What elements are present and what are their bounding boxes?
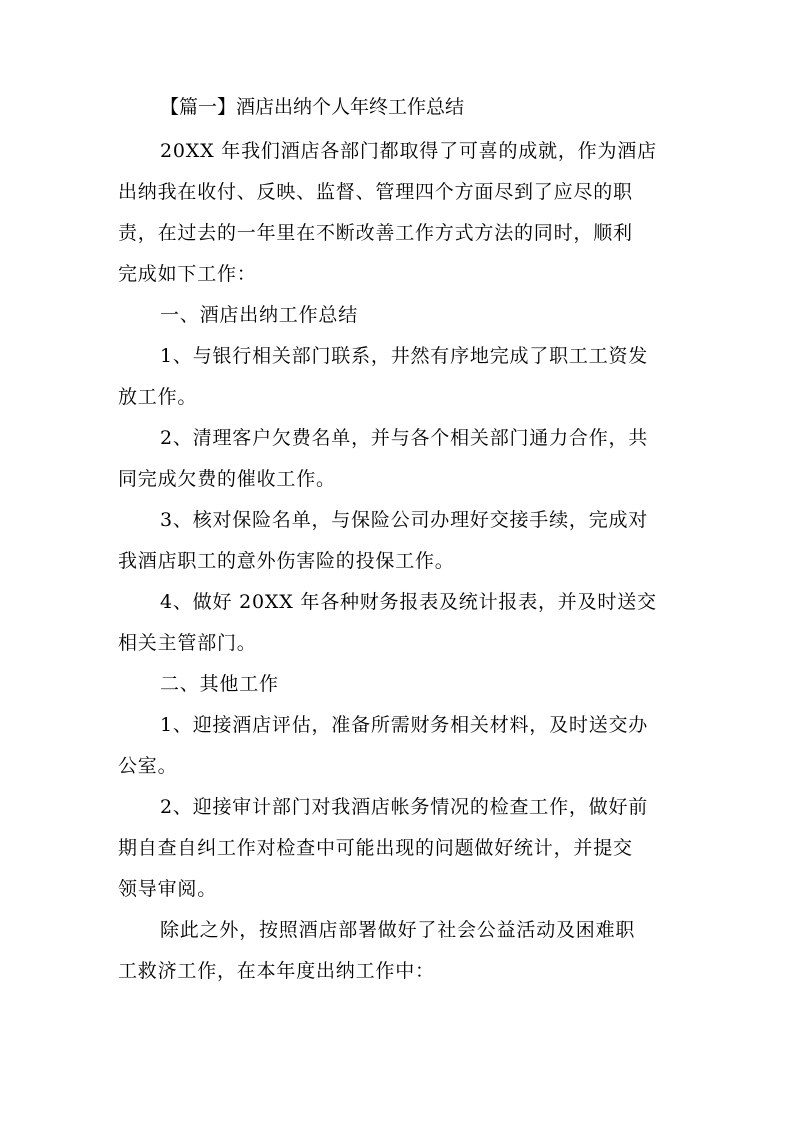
paragraph-line: 20XX 年我们酒店各部门都取得了可喜的成就，作为酒店 [160, 140, 657, 162]
paragraph-line: 同完成欠费的催收工作。 [118, 468, 336, 490]
paragraph-line: 出纳我在收付、反映、监督、管理四个方面尽到了应尽的职 [118, 181, 633, 203]
paragraph-line: 除此之外，按照酒店部署做好了社会公益活动及困难职 [160, 919, 636, 941]
paragraph-line: 相关主管部门。 [118, 632, 257, 654]
paragraph-line: 期自查自纠工作对检查中可能出现的问题做好统计，并提交 [118, 837, 633, 859]
paragraph-line: 责，在过去的一年里在不断改善工作方式方法的同时，顺利 [118, 222, 633, 244]
list-item [118, 336, 680, 418]
paragraph-line: 放工作。 [118, 386, 198, 408]
paragraph-line: 1、与银行相关部门联系，井然有序地完成了职工工资发 [160, 345, 649, 367]
paragraph-line: 工救济工作，在本年度出纳工作中： [118, 960, 435, 982]
section-heading-1: 一、酒店出纳工作总结 [160, 304, 359, 326]
section-heading-2: 二、其他工作 [160, 673, 279, 695]
paragraph-line: 2、迎接审计部门对我酒店帐务情况的检查工作，做好前 [160, 796, 649, 818]
paragraph-line: 3、核对保险名单，与保险公司办理好交接手续，完成对 [160, 509, 649, 531]
paragraph-line: 我酒店职工的意外伤害险的投保工作。 [118, 550, 455, 572]
paragraph-line: 公室。 [118, 755, 178, 777]
document-page [118, 90, 680, 992]
document-title: 【篇一】酒店出纳个人年终工作总结 [160, 96, 465, 118]
list-item [118, 500, 680, 582]
paragraph-line: 1、迎接酒店评估，准备所需财务相关材料，及时送交办 [160, 714, 649, 736]
list-item [118, 582, 680, 664]
closing-paragraph [118, 910, 680, 992]
list-item [118, 705, 680, 787]
paragraph-line: 领导审阅。 [118, 878, 218, 900]
paragraph-line: 完成如下工作： [118, 263, 257, 285]
paragraph-line: 2、清理客户欠费名单，并与各个相关部门通力合作，共 [160, 427, 649, 449]
intro-paragraph [118, 131, 680, 295]
list-item [118, 418, 680, 500]
paragraph-line: 4、做好 20XX 年各种财务报表及统计报表，并及时送交 [160, 591, 657, 613]
list-item [118, 787, 680, 910]
